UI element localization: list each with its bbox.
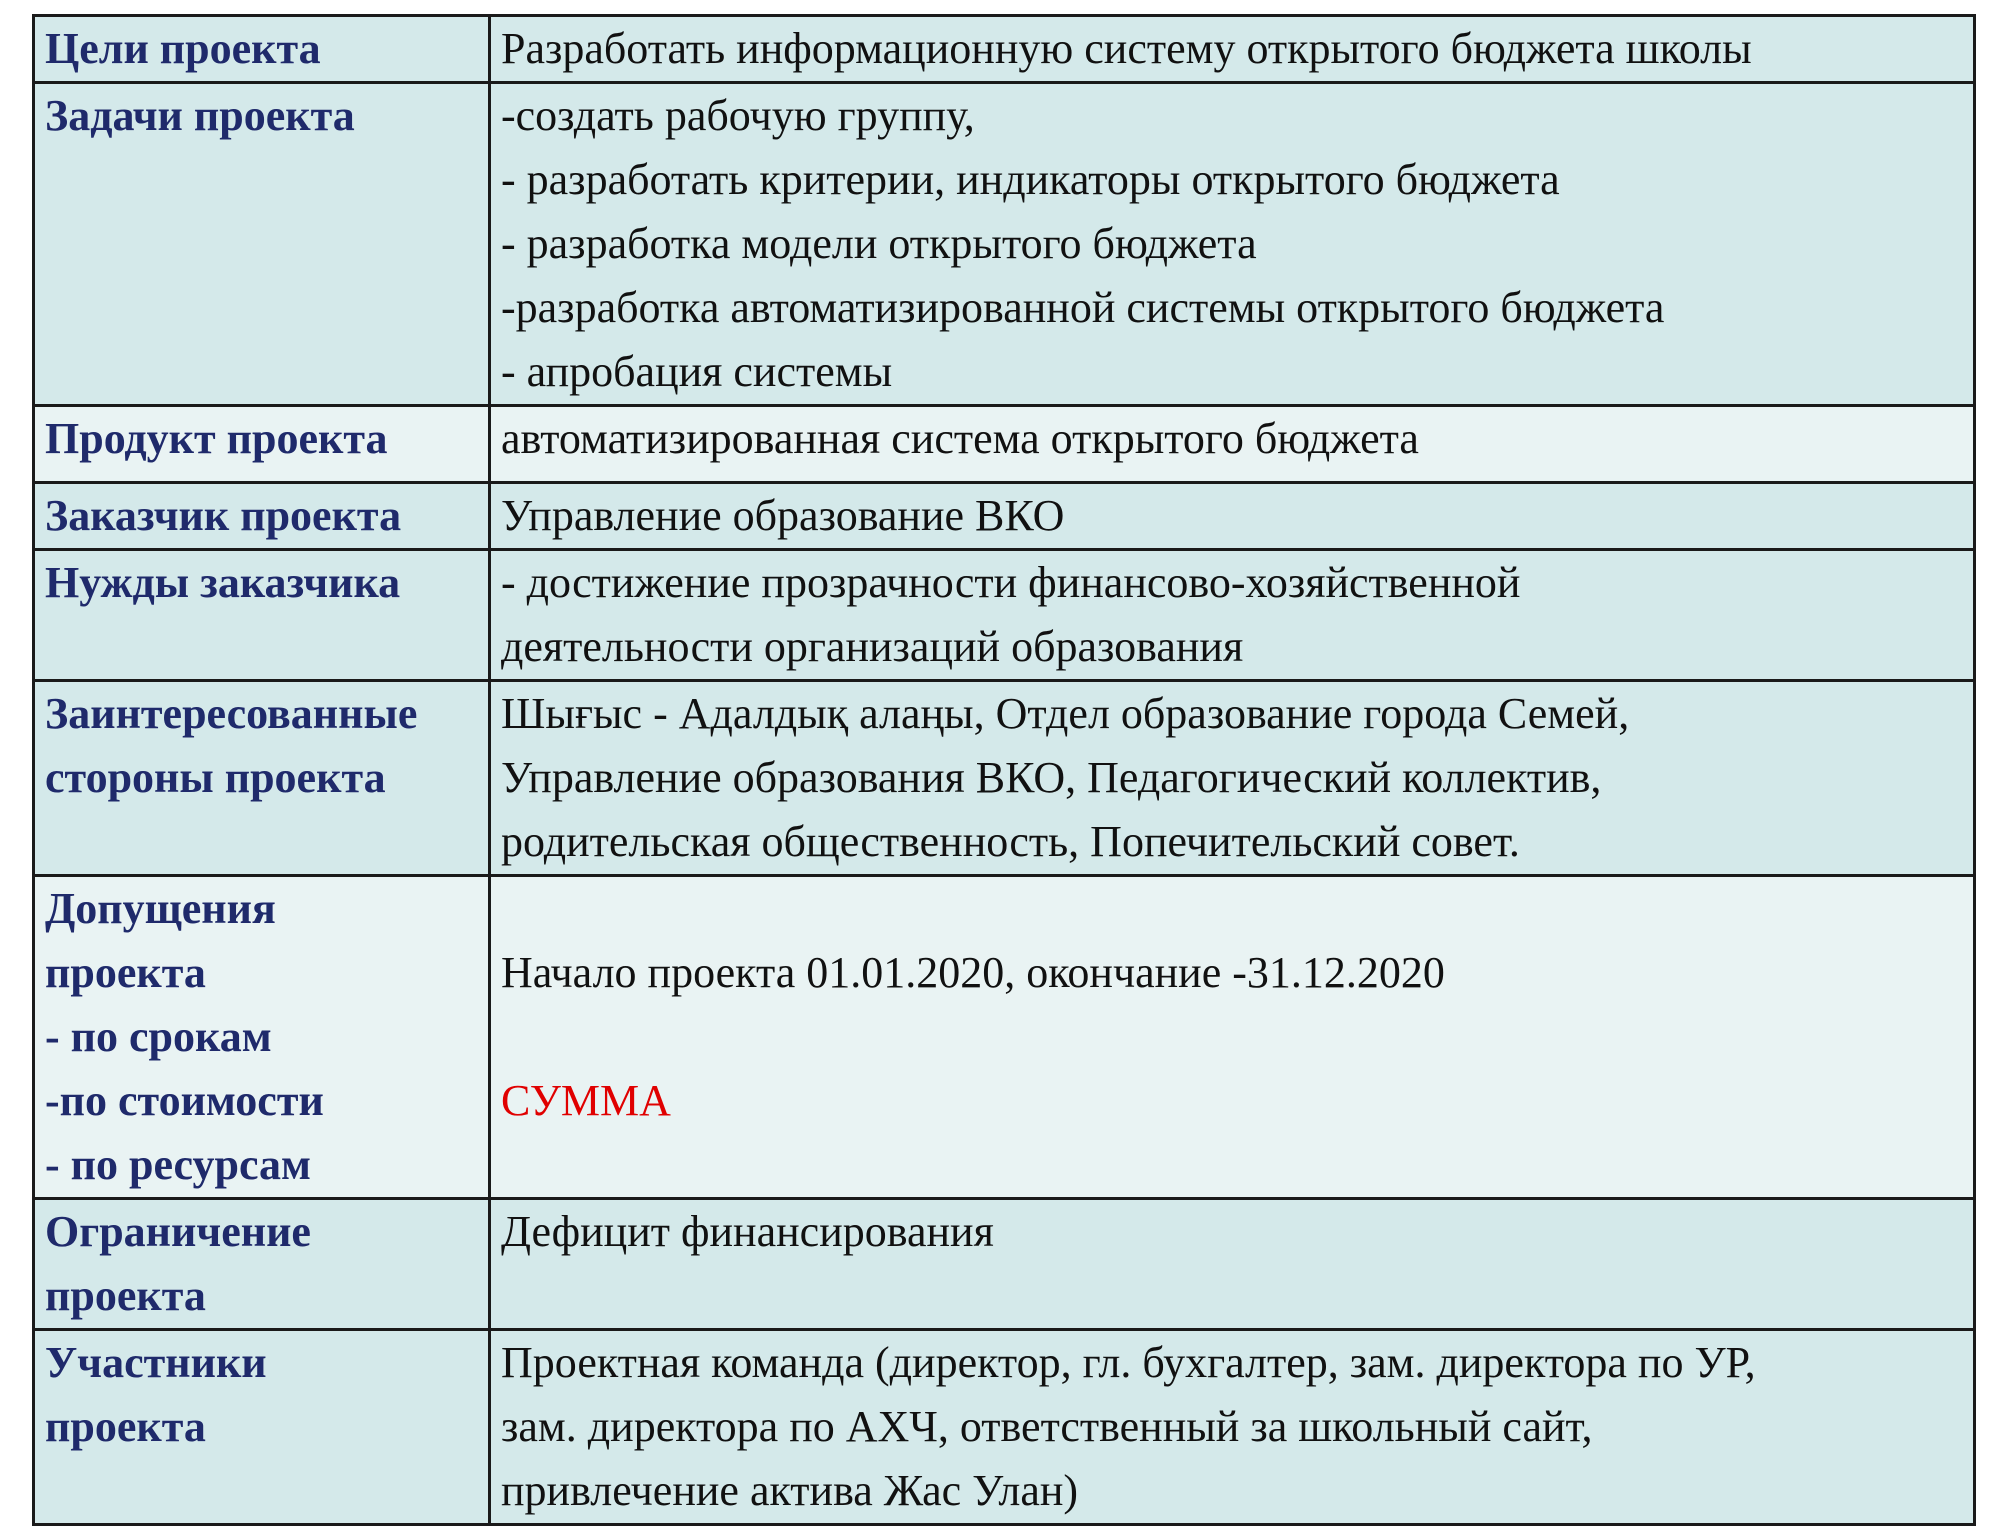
row-label xyxy=(34,16,490,83)
label-line: - по ресурсам xyxy=(45,1140,311,1189)
value-line: Начало проекта 01.01.2020, окончание -31.12.2020 xyxy=(501,948,1445,997)
budget-sum-placeholder: СУММА xyxy=(501,1076,671,1125)
row-label xyxy=(34,406,490,483)
label-line: Нужды заказчика xyxy=(45,558,401,607)
value-line: - разработка модели открытого бюджета xyxy=(501,219,1257,268)
row-label xyxy=(34,1199,490,1330)
table-row-product xyxy=(34,406,1975,483)
label-line: Ограничение xyxy=(45,1207,311,1256)
label-line: Участники xyxy=(45,1338,267,1387)
value-line: родительская общественность, Попечительский совет. xyxy=(501,817,1520,866)
value-line: - апробация системы xyxy=(501,347,893,396)
label-line: проекта xyxy=(45,948,206,997)
value-line: -разработка автоматизированной системы открытого бюджета xyxy=(501,283,1665,332)
table-row-tasks xyxy=(34,83,1975,406)
value-line: Управление образование ВКО xyxy=(501,491,1065,540)
value-line: Разработать информационную систему открытого бюджета школы xyxy=(501,24,1752,73)
value-line: - разработать критерии, индикаторы открытого бюджета xyxy=(501,155,1560,204)
row-value xyxy=(490,1330,1975,1525)
label-line: стороны проекта xyxy=(45,753,386,802)
blank-line xyxy=(501,1005,1963,1069)
label-line: проекта xyxy=(45,1402,206,1451)
label-line: - по срокам xyxy=(45,1012,272,1061)
row-value xyxy=(490,16,1975,83)
row-label xyxy=(34,681,490,876)
value-line: Управление образования ВКО, Педагогический коллектив, xyxy=(501,753,1602,802)
value-line: -создать рабочую группу, xyxy=(501,91,975,140)
label-line: -по стоимости xyxy=(45,1076,324,1125)
row-value xyxy=(490,1199,1975,1330)
value-line: Шығыс - Адалдық алаңы, Отдел образование города Семей, xyxy=(501,689,1630,738)
label-line: Задачи проекта xyxy=(45,91,355,140)
row-value xyxy=(490,876,1975,1199)
table-row-constraints xyxy=(34,1199,1975,1330)
project-passport-table xyxy=(32,14,1976,1526)
label-line: проекта xyxy=(45,1271,206,1320)
row-label xyxy=(34,876,490,1199)
value-line: автоматизированная система открытого бюджета xyxy=(501,414,1419,463)
label-line: Заказчик проекта xyxy=(45,491,402,540)
label-line: Цели проекта xyxy=(45,24,321,73)
table-row-assumptions xyxy=(34,876,1975,1199)
table-row-participants xyxy=(34,1330,1975,1525)
row-value xyxy=(490,681,1975,876)
value-line: деятельности организаций образования xyxy=(501,622,1244,671)
value-line: привлечение актива Жас Улан) xyxy=(501,1466,1079,1515)
row-label xyxy=(34,483,490,550)
row-label xyxy=(34,1330,490,1525)
table-row-goals xyxy=(34,16,1975,83)
value-line: Проектная команда (директор, гл. бухгалтер, зам. директора по УР, xyxy=(501,1338,1756,1387)
label-line: Продукт проекта xyxy=(45,414,388,463)
row-value xyxy=(490,483,1975,550)
row-value xyxy=(490,83,1975,406)
label-line: Допущения xyxy=(45,884,276,933)
table-row-stakeholders xyxy=(34,681,1975,876)
table-row-customer-needs xyxy=(34,550,1975,681)
value-line: Дефицит финансирования xyxy=(501,1207,994,1256)
label-line: Заинтересованные xyxy=(45,689,418,738)
value-line: - достижение прозрачности финансово-хозяйственной xyxy=(501,558,1521,607)
row-value xyxy=(490,550,1975,681)
value-line: зам. директора по АХЧ, ответственный за школьный сайт, xyxy=(501,1402,1593,1451)
table-row-customer xyxy=(34,483,1975,550)
blank-line xyxy=(501,877,1963,941)
row-label xyxy=(34,83,490,406)
row-label xyxy=(34,550,490,681)
row-value xyxy=(490,406,1975,483)
